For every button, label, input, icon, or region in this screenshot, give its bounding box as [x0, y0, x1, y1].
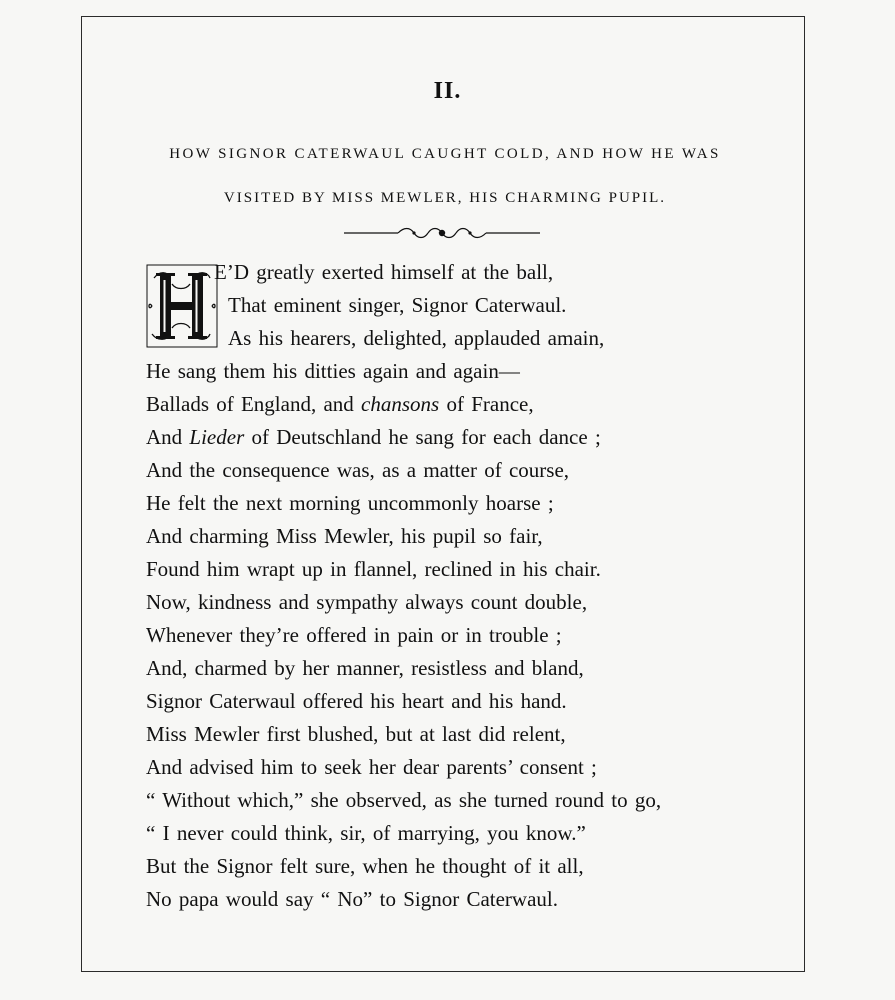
poem-line-6: [146, 421, 796, 454]
poem-line-6-italic-lieder: Lieder: [189, 425, 245, 449]
poem-line-7: And the consequence was, as a matter of course,: [146, 458, 570, 482]
poem-line-13: And, charmed by her manner, resistless and bland,: [146, 656, 584, 680]
poem-line-5-italic-chansons: chansons: [361, 392, 440, 416]
chapter-title: [120, 132, 770, 220]
ornate-drop-cap-icon: [146, 264, 218, 348]
poem-body: [146, 256, 796, 916]
poem-line-6-part-1: And: [146, 425, 190, 449]
chapter-number: II.: [433, 78, 462, 104]
poem-line-18: “ I never could think, sir, of marrying, you know.”: [146, 821, 586, 845]
poem-line-3: As his hearers, delighted, applauded amain,: [228, 326, 605, 350]
poem-line-10: Found him wrapt up in flannel, reclined in his chair.: [146, 557, 601, 581]
poem-line-5: [146, 388, 796, 421]
poem-line-1-text: E’D greatly exerted himself at the ball,: [214, 260, 554, 284]
poem-line-16: And advised him to seek her dear parents’ consent ;: [146, 755, 597, 779]
poem-line-1: [146, 256, 796, 289]
poem-line-4: He sang them his ditties again and again—: [146, 359, 520, 383]
poem-line-2: That eminent singer, Signor Caterwaul.: [228, 293, 567, 317]
poem-line-12: Whenever they’re offered in pain or in trouble ;: [146, 623, 562, 647]
poem-line-11: Now, kindness and sympathy always count double,: [146, 590, 588, 614]
poem-line-5-part-3: of France,: [439, 392, 534, 416]
poem-line-17: “ Without which,” she observed, as she turned round to go,: [146, 788, 662, 812]
ornamental-rule-icon: [344, 224, 540, 242]
poem-line-5-part-1: Ballads of England, and: [146, 392, 362, 416]
poem-line-6-part-3: of Deutschland he sang for each dance ;: [244, 425, 601, 449]
poem-line-19: But the Signor felt sure, when he thought of it all,: [146, 854, 584, 878]
poem-line-9: And charming Miss Mewler, his pupil so fair,: [146, 524, 543, 548]
poem-line-14: Signor Caterwaul offered his heart and his hand.: [146, 689, 567, 713]
chapter-title-line-1: HOW SIGNOR CATERWAUL CAUGHT COLD, AND HOW HE WAS: [169, 146, 721, 162]
poem-line-8: He felt the next morning uncommonly hoarse ;: [146, 491, 554, 515]
poem-line-20: No papa would say “ No” to Signor Caterwaul.: [146, 887, 558, 911]
poem-line-15: Miss Mewler first blushed, but at last did relent,: [146, 722, 566, 746]
chapter-title-line-2: VISITED BY MISS MEWLER, HIS CHARMING PUPIL.: [223, 190, 667, 206]
